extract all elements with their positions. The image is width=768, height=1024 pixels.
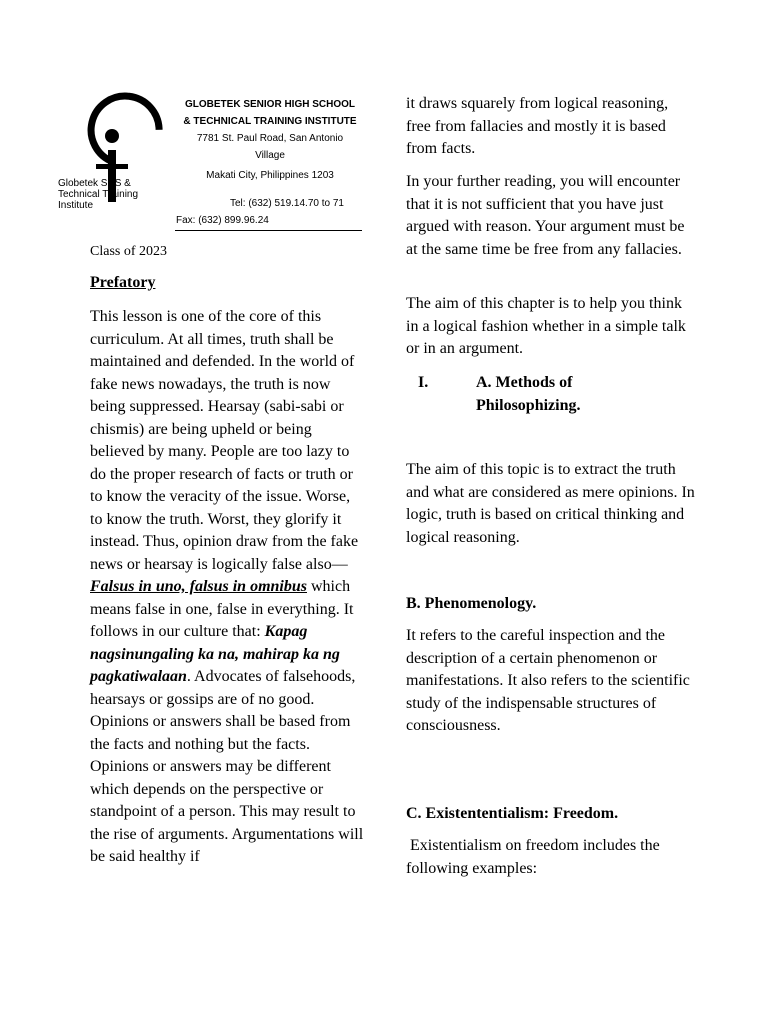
right-paragraph-6: Existentialism on freedom includes the following examples: <box>406 837 664 877</box>
logo-caption <box>58 178 170 211</box>
right-paragraph-2: In your further reading, you will encounter that it is not sufficient that you have just argued with reason. Your argument must be at the same time be free from any fallacies. <box>406 173 685 258</box>
school-header <box>170 96 370 164</box>
paragraph-text-1: This lesson is one of the core of this curriculum. At all times, truth shall be maintained and defended. In the world of fake news nowadays, the truth is now being suppressed. Hearsay (sabi-sabi or chismis) are being upheld or being believed by many. People are too lazy to do the proper research of facts or truth or to know the veracity of the issue. Worse, to know the truth. Worst, they glorify it instead. Thus, opinion draw from the fake news or hearsay is logically false also— <box>90 308 359 573</box>
right-paragraph-4: The aim of this topic is to extract the truth and what are considered as mere opinions. In logic, truth is based on critical thinking and logical reasoning. <box>406 461 695 546</box>
section-a-line-2: Philosophizing. <box>476 396 581 414</box>
right-paragraph-3: The aim of this chapter is to help you think in a logical fashion whether in a simple talk or in an argument. <box>406 295 686 357</box>
right-paragraph-1: it draws squarely from logical reasoning, free from fallacies and mostly it is based from facts. <box>406 95 669 157</box>
address-line-1: 7781 St. Paul Road, San Antonio <box>196 133 344 144</box>
prefatory-paragraph <box>90 306 366 869</box>
fax: Fax: (632) 899.96.24 <box>176 215 269 226</box>
school-name-line-2: & TECHNICAL TRAINING INSTITUTE <box>183 116 357 127</box>
address-line-2: Village <box>255 150 285 161</box>
section-a-line-1: A. Methods of <box>476 374 573 391</box>
prefatory-heading: Prefatory <box>90 274 156 291</box>
telephone: Tel: (632) 519.14.70 to 71 <box>230 198 344 209</box>
latin-phrase: Falsus in uno, falsus in omnibus <box>90 578 307 595</box>
right-paragraph-5: It refers to the careful inspection and the description of a certain phenomenon or manifestations. It also refers to the scientific study of the indispensable structures of consciousness. <box>406 627 690 734</box>
city-line: Makati City, Philippines 1203 <box>206 170 334 181</box>
class-of-label: Class of 2023 <box>90 244 167 259</box>
section-b-heading: B. Phenomenology. <box>406 595 537 612</box>
section-roman-numeral: I. <box>418 374 429 391</box>
left-column <box>90 306 366 869</box>
filipino-phrase: Kapag nagsinungaling ka na, mahirap ka ng pagkatiwalaan <box>90 623 340 685</box>
logo-caption-line-2: Technical Training <box>58 189 139 200</box>
logo-caption-line-1: Globetek SHS & <box>58 178 131 189</box>
paragraph-text-3: . Advocates of falsehoods, hearsays or gossips are of no good. Opinions or answers shall be based from the facts and nothing but the facts. Opinions or answers may be different which depends on the perspective or standpoint of a person. This may result to the rise of arguments. Argumentations will be said healthy if <box>90 668 364 865</box>
paragraph-text-2: which means false in one, false in everything. It follows in our culture that: <box>90 578 354 640</box>
header-divider <box>175 230 362 231</box>
section-c-heading: C. Existententialism: Freedom. <box>406 805 619 822</box>
logo-caption-line-3: Institute <box>58 200 94 211</box>
section-a-heading <box>476 372 676 417</box>
school-name-line-1: GLOBETEK SENIOR HIGH SCHOOL <box>184 99 355 110</box>
